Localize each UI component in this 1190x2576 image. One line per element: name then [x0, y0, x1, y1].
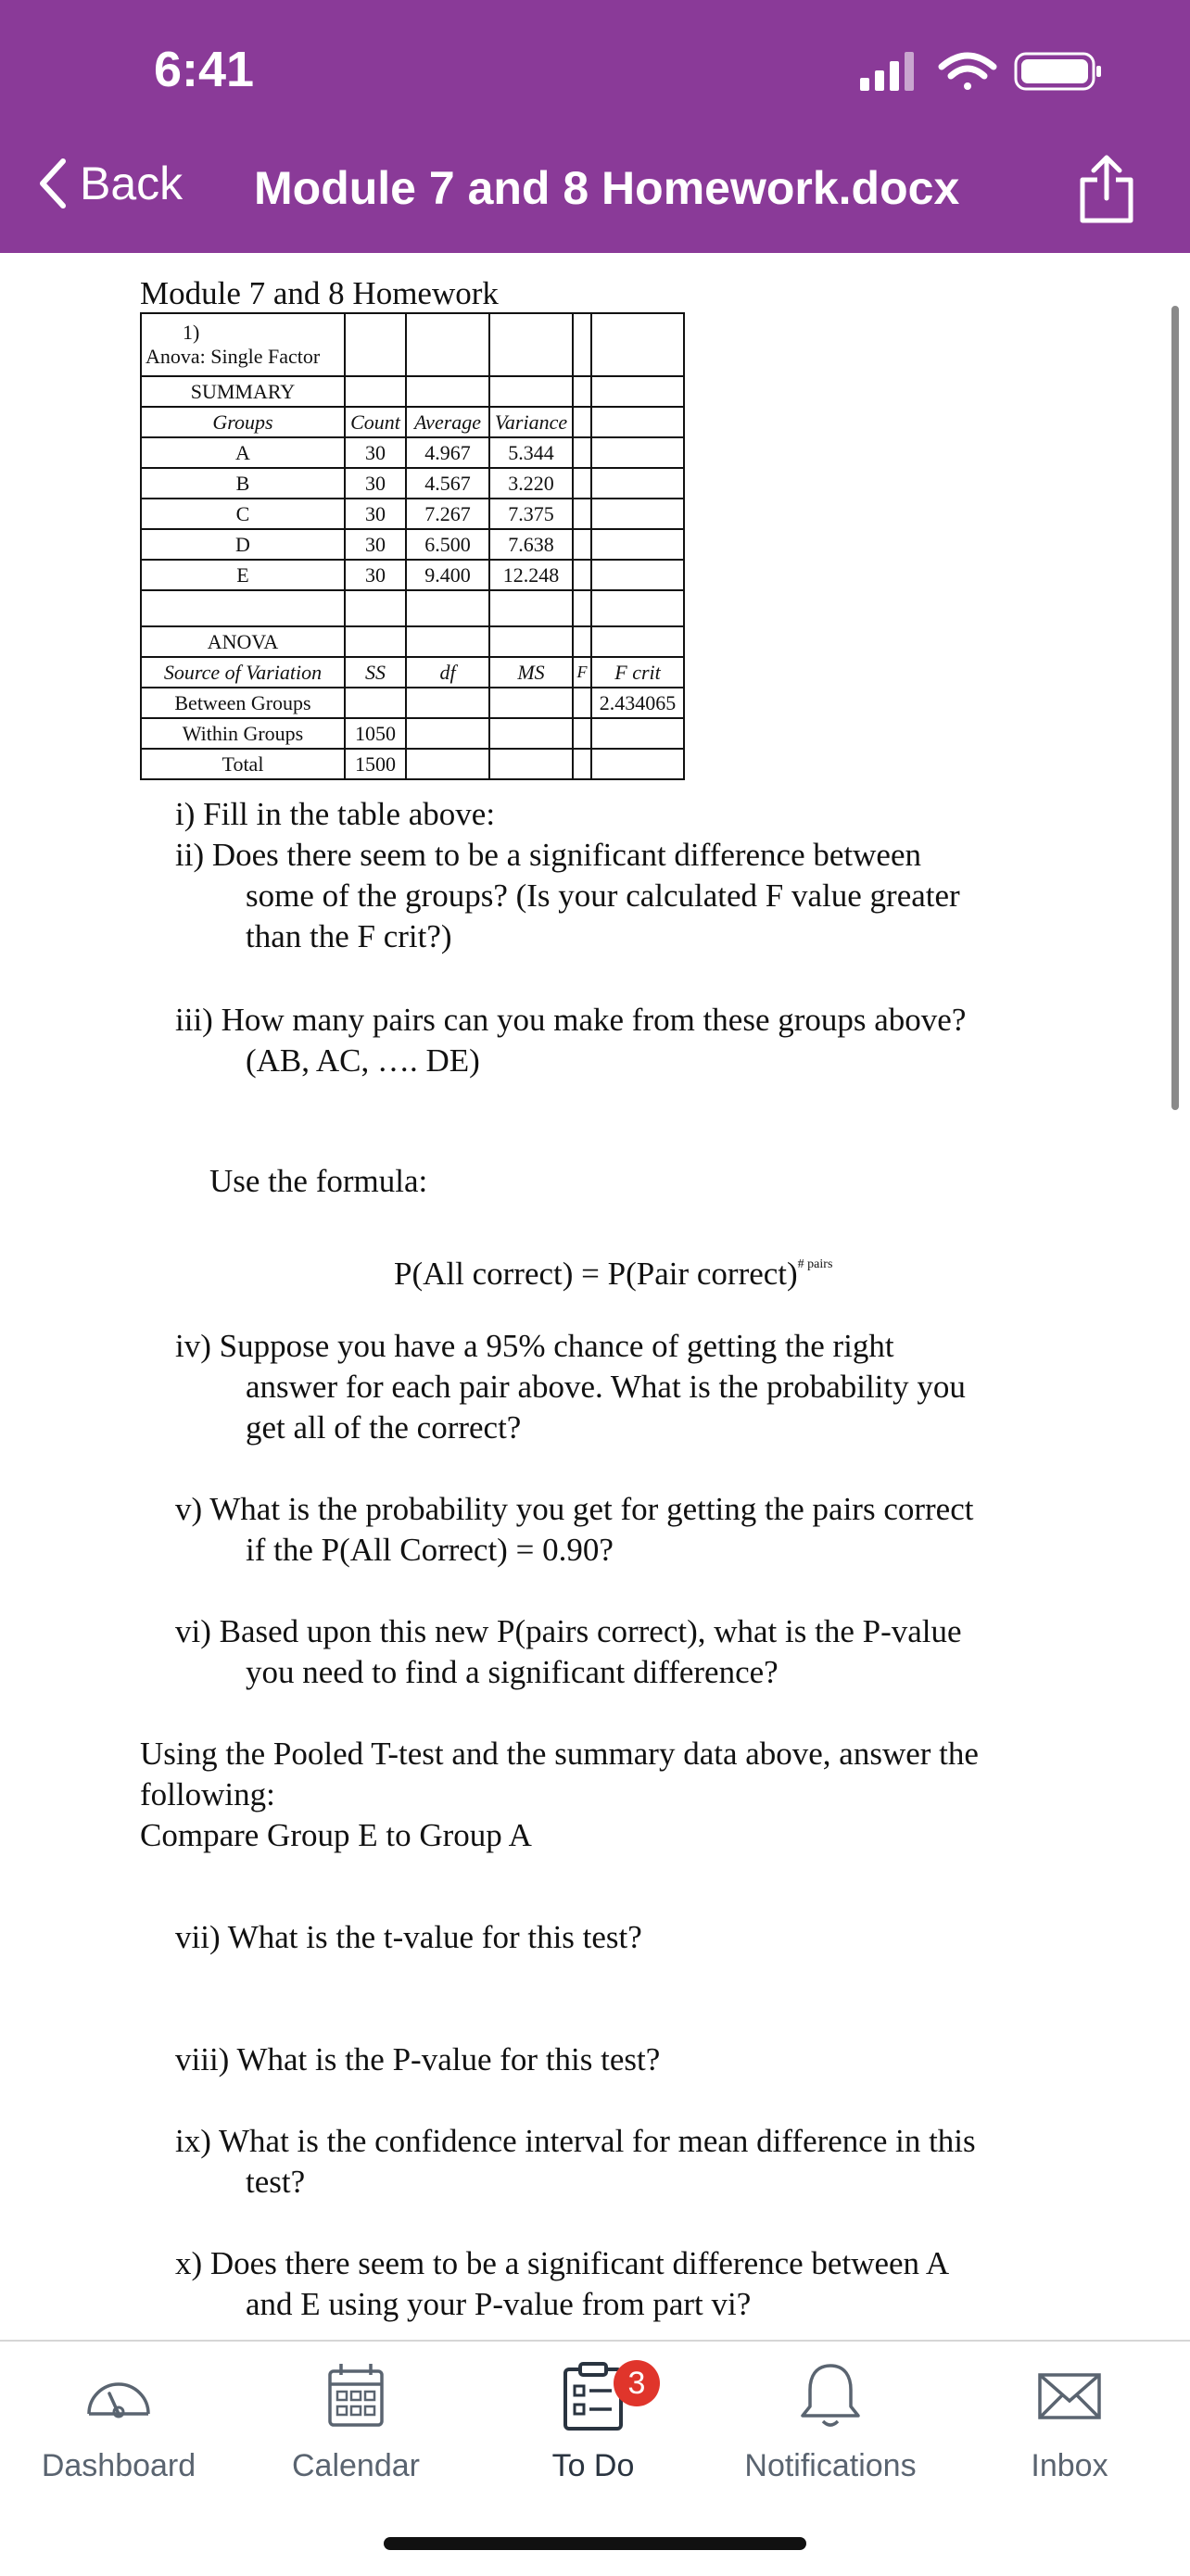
share-button[interactable] [1077, 154, 1136, 229]
pooled-intro-cont: following: [140, 1776, 275, 1812]
table-cell: ANOVA [141, 626, 345, 657]
home-indicator[interactable] [384, 2537, 806, 2550]
scrollbar[interactable] [1171, 306, 1179, 1110]
table-header: Average [406, 407, 489, 437]
question-iv: iv) Suppose you have a 95% chance of getting the right [175, 1328, 894, 1364]
tab-label: To Do [551, 2448, 635, 2483]
tab-label: Notifications [744, 2448, 917, 2483]
chevron-left-icon [33, 156, 70, 211]
question-vii: vii) What is the t-value for this test? [175, 1919, 642, 1955]
back-button[interactable] [33, 156, 183, 211]
tab-notifications[interactable] [719, 2360, 942, 2484]
back-label: Back [80, 158, 184, 209]
formula: P(All correct) = P(Pair correct)$^{\# pairs}$ [394, 1256, 833, 1292]
question-iii: iii) How many pairs can you make from these groups above? [175, 1002, 967, 1038]
question-viii: viii) What is the P-value for this test? [175, 2041, 661, 2077]
table-row: B 30 4.567 3.220 [141, 468, 684, 499]
question-ii: ii) Does there seem to be a significant difference between [175, 837, 921, 873]
table-cell: 1) Anova: Single Factor [141, 313, 345, 376]
signal-icon [860, 52, 914, 91]
question-iii-cont: (AB, AC, …. DE) [246, 1042, 480, 1079]
table-row: C 30 7.267 7.375 [141, 499, 684, 529]
wifi-icon [942, 56, 994, 90]
tab-todo[interactable] [482, 2360, 704, 2484]
question-v-cont: if the P(All Correct) = 0.90? [246, 1532, 614, 1568]
table-row: Total 1500 [141, 749, 684, 779]
tab-calendar[interactable] [245, 2360, 467, 2484]
question-ii-cont: some of the groups? (Is your calculated F value greater [246, 878, 960, 914]
tab-inbox[interactable] [958, 2360, 1181, 2484]
status-icons [856, 48, 1107, 95]
tab-label: Dashboard [41, 2448, 196, 2483]
table-header: Groups [141, 407, 345, 437]
tab-label: Inbox [1031, 2448, 1108, 2483]
table-header: SS [345, 657, 406, 688]
tab-label: Calendar [292, 2448, 420, 2483]
table-header: F crit [591, 657, 684, 688]
table-header: Source of Variation [141, 657, 345, 688]
inbox-icon [1032, 2360, 1107, 2431]
tab-dashboard[interactable] [7, 2360, 230, 2484]
question-iv-cont: get all of the correct? [246, 1409, 522, 1446]
compare-line: Compare Group E to Group A [140, 1817, 532, 1853]
question-i: i) Fill in the table above: [175, 796, 496, 832]
table-header: F [573, 657, 591, 688]
table-row: A 30 4.967 5.344 [141, 437, 684, 468]
table-cell: SUMMARY [141, 376, 345, 407]
table-row: Between Groups 2.434065 [141, 688, 684, 718]
table-header: Count [345, 407, 406, 437]
formula-superscript: # pairs [797, 1257, 833, 1271]
table-header: Variance [489, 407, 573, 437]
formula-intro: Use the formula: [209, 1163, 428, 1199]
doc-heading: Module 7 and 8 Homework [140, 275, 499, 311]
question-vi: vi) Based upon this new P(pairs correct), what is the P-value [175, 1613, 962, 1649]
question-x: x) Does there seem to be a significant difference between A [175, 2245, 950, 2281]
pooled-intro: Using the Pooled T-test and the summary data above, answer the [140, 1736, 979, 1772]
question-ii-cont: than the F crit?) [246, 918, 452, 954]
question-v: v) What is the probability you get for getting the pairs correct [175, 1491, 974, 1527]
battery-icon [1016, 54, 1101, 89]
table-header: df [406, 657, 489, 688]
question-ix: ix) What is the confidence interval for mean difference in this [175, 2123, 976, 2159]
table-row: D 30 6.500 7.638 [141, 529, 684, 560]
question-x-cont: and E using your P-value from part vi? [246, 2286, 752, 2322]
dashboard-icon [82, 2360, 156, 2431]
question-vi-cont: you need to find a significant difference? [246, 1654, 779, 1690]
question-ix-cont: test? [246, 2164, 306, 2200]
share-icon [1077, 154, 1136, 224]
page-title: Module 7 and 8 Homework.docx [254, 162, 960, 214]
question-iv-cont: answer for each pair above. What is the probability you [246, 1369, 966, 1405]
status-time: 6:41 [154, 42, 255, 97]
todo-badge: 3 [614, 2360, 660, 2406]
table-row: Within Groups 1050 [141, 718, 684, 749]
calendar-icon [319, 2360, 393, 2431]
document-viewer[interactable] [0, 253, 1190, 2340]
table-row: E 30 9.400 12.248 [141, 560, 684, 590]
table-header: MS [489, 657, 573, 688]
app-header [0, 0, 1190, 253]
bell-icon [793, 2360, 867, 2431]
anova-table [140, 312, 685, 780]
